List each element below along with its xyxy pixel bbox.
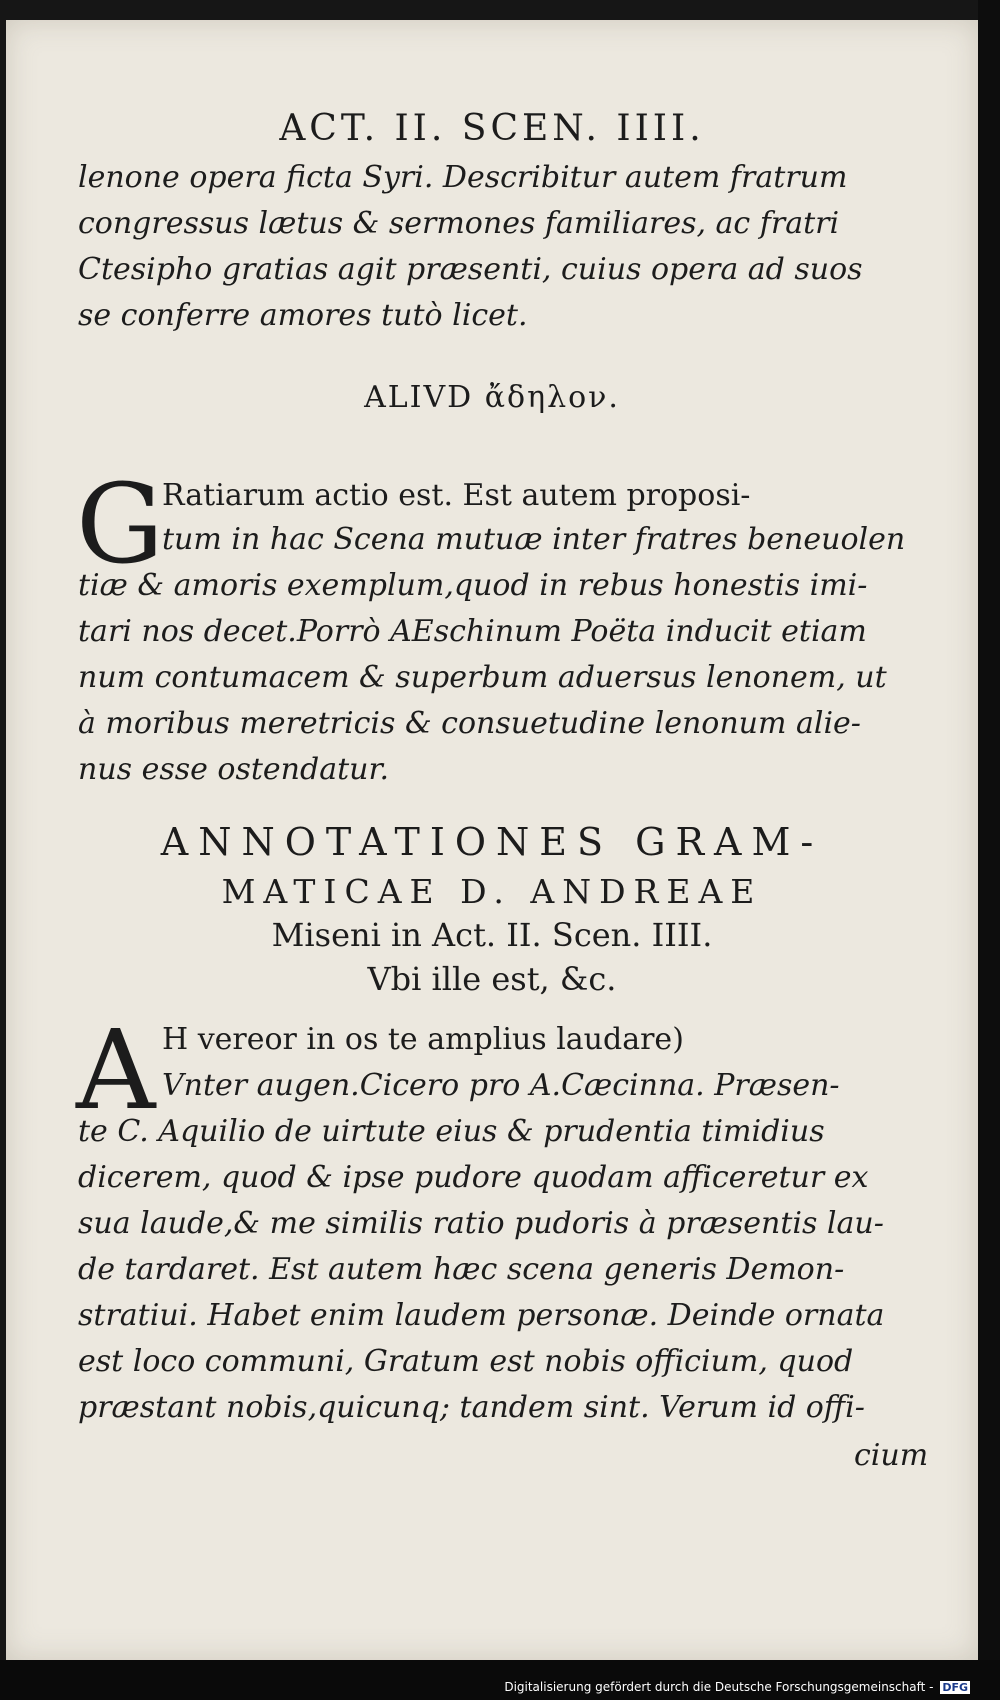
footer-credit [504,1680,970,1694]
intro-line: se conferre amores tutò licet. [78,298,528,333]
drop-cap-initial: A [76,1006,156,1134]
drop-cap-initial: G [76,460,164,588]
aliud-line: tum in hac Scena mutuæ inter fratres beneuolen [162,522,906,557]
annotationes-title: ANNOTATIONES GRAM- [160,820,824,864]
running-head: ACT. II. SCEN. IIII. [279,108,705,149]
annotation-line: præstant nobis,quicunq; tandem sint. Verum id offi- [78,1390,865,1425]
aliud-line: nus esse ostendatur. [78,752,390,787]
aliud-line: num contumacem & superbum aduersus lenonem, ut [78,660,887,695]
annotation-line: stratiui. Habet enim laudem personæ. Deinde ornata [78,1298,885,1333]
catchword: cium [854,1438,929,1473]
intro-line: Ctesipho gratias agit præsenti, cuius opera ad suos [78,252,863,287]
annotationes-subtitle: Miseni in Act. II. Scen. IIII. [271,916,713,954]
aliud-line: tari nos decet.Porrò AEschinum Poëta inducit etiam [78,614,867,649]
annotation-line: H vereor in os te amplius laudare) [162,1022,684,1057]
annotation-line: sua laude,& me similis ratio pudoris à præsentis lau- [78,1206,884,1241]
annotation-line: Vnter augen.Cicero pro A.Cæcinna. Præsen- [162,1068,840,1103]
aliud-line: à moribus meretricis & consuetudine lenonum alie- [78,706,861,741]
annotationes-subtitle: MATICAE D. ANDREAE [221,872,763,911]
dfg-logo-icon: DFG [942,1681,968,1694]
annotation-line: te C. Aquilio de uirtute eius & prudentia timidius [78,1114,825,1149]
intro-line: congressus lætus & sermones familiares, ac fratri [78,206,840,241]
annotationes-subtitle: Vbi ille est, &c. [367,960,617,998]
aliud-heading: ALIVD ἄδηλον. [364,380,620,415]
book-page [6,20,978,1660]
aliud-line: tiæ & amoris exemplum,quod in rebus honestis imi- [78,568,868,603]
footer-text: Digitalisierung gefördert durch die Deutsche Forschungsgemeinschaft - [504,1680,934,1694]
intro-line: lenone opera ficta Syri. Describitur autem fratrum [78,160,848,195]
annotation-line: de tardaret. Est autem hæc scena generis Demon- [78,1252,845,1287]
annotation-line: dicerem, quod & ipse pudore quodam afficeretur ex [78,1160,869,1195]
page-edge-shadow [978,0,1000,1700]
aliud-line: Ratiarum actio est. Est autem proposi- [162,478,751,513]
annotation-line: est loco communi, Gratum est nobis officium, quod [78,1344,854,1379]
